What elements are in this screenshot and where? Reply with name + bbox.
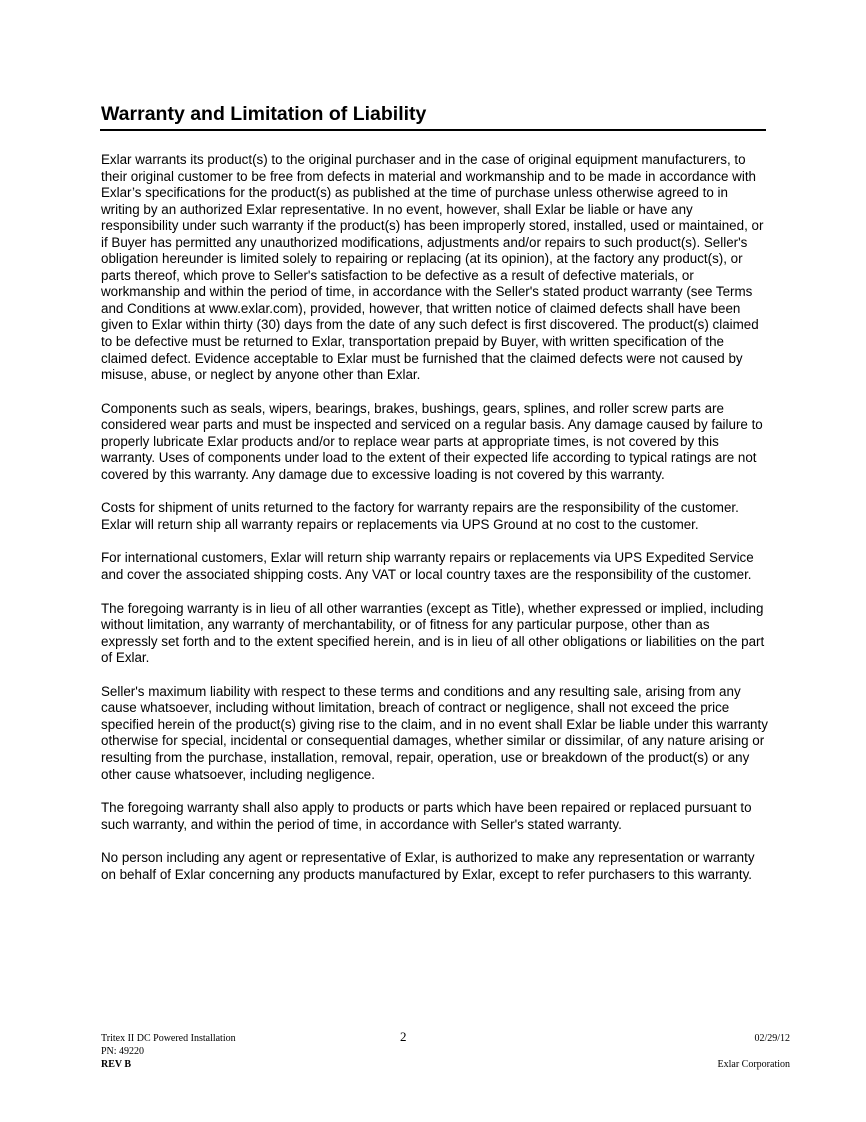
document-body [101, 152, 769, 900]
paragraph-shipping-costs: Costs for shipment of units returned to the factory for warranty repairs are the responsibility of the customer. Exlar will return ship all warranty repairs or replacements via UPS Ground at no cost to the customer. [101, 500, 739, 532]
footer-part-number: PN: 49220 [101, 1046, 145, 1057]
paragraph-authorized-representation: No person including any agent or representative of Exlar, is authorized to make any representation or warranty on behalf of Exlar concerning any products manufactured by Exlar, except to refer purchasers to this warranty. [101, 850, 755, 882]
paragraph-maximum-liability: Seller's maximum liability with respect to these terms and conditions and any resulting sale, arising from any cause whatsoever, including without limitation, breach of contract or negligence, shall not exceed the price specified herein of the product(s) giving rise to the claim, and in no event shall Exlar be liable under this warranty otherwise for special, incidental or consequential damages, whether similar or dissimilar, of any nature arising or resulting from the purchase, installation, removal, repair, operation, use or breakdown of the product(s) or any other cause whatsoever, including negligence. [101, 683, 768, 782]
paragraph-repaired-parts: The foregoing warranty shall also apply to products or parts which have been repaired or replaced pursuant to such warranty, and within the period of time, in accordance with Seller's stated warranty. [101, 800, 752, 832]
footer-revision: REV B [101, 1059, 132, 1070]
paragraph-warranty-terms: Exlar warrants its product(s) to the original purchaser and in the case of original equipment manufacturers, to their original customer to be free from defects in material and workmanship and to be made in accordance with Exlar’s specifications for the product(s) as published at the time of purchase unless otherwise agreed to in writing by an authorized Exlar representative. In no event, however, shall Exlar be liable or have any responsibility under such warranty if the product(s) has been improperly stored, installed, used or maintained, or if Buyer has permitted any unauthorized modifications, adjustments and/or repairs to such product(s). Seller's obligation hereunder is limited solely to repairing or replacing (at its opinion), at the factory any product(s), or parts thereof, which prove to Seller's satisfaction to be defective as a result of defective materials, or workmanship and within the period of time, in accordance with the Seller's stated product warranty (see Terms and Conditions at www.exlar.com), provided, however, that written notice of claimed defects shall have been given to Exlar within thirty (30) days from the date of any such defect is first discovered. The product(s) claimed to be defective must be returned to Exlar, transportation prepaid by Buyer, with written specification of the claimed defect. Evidence acceptable to Exlar must be furnished that the claimed defects were not caused by misuse, abuse, or neglect by anyone other than Exlar. [101, 152, 764, 383]
footer-company: Exlar Corporation [717, 1059, 790, 1070]
footer-product-name: Tritex II DC Powered Installation [101, 1033, 236, 1044]
paragraph-international-customers: For international customers, Exlar will return ship warranty repairs or replacements via UPS Expedited Service and cover the associated shipping costs. Any VAT or local country taxes are the responsibility of the customer. [101, 550, 754, 583]
paragraph-lieu-of-warranties: The foregoing warranty is in lieu of all other warranties (except as Title), whether expressed or implied, including without limitation, any warranty of merchantability, or of fitness for any particular purpose, other than as expressly set forth and to the extent specified herein, and is in lieu of all other obligations or liabilities on the part of Exlar. [101, 600, 765, 666]
title-divider [100, 129, 766, 131]
footer-document-info [101, 1032, 236, 1071]
page-title: Warranty and Limitation of Liability [101, 103, 427, 125]
footer-page-number: 2 [400, 1029, 407, 1044]
footer-date: 02/29/12 [754, 1033, 790, 1044]
paragraph-wear-parts: Components such as seals, wipers, bearings, brakes, bushings, gears, splines, and roller screw parts are considered wear parts and must be inspected and serviced on a regular basis. Any damage caused by failure to properly lubricate Exlar products and/or to replace wear parts at appropriate times, is not covered by this warranty. Uses of components under load to the extent of their expected life according to typical ratings are not covered by this warranty. Any damage due to excessive loading is not covered by this warranty. [101, 400, 763, 482]
